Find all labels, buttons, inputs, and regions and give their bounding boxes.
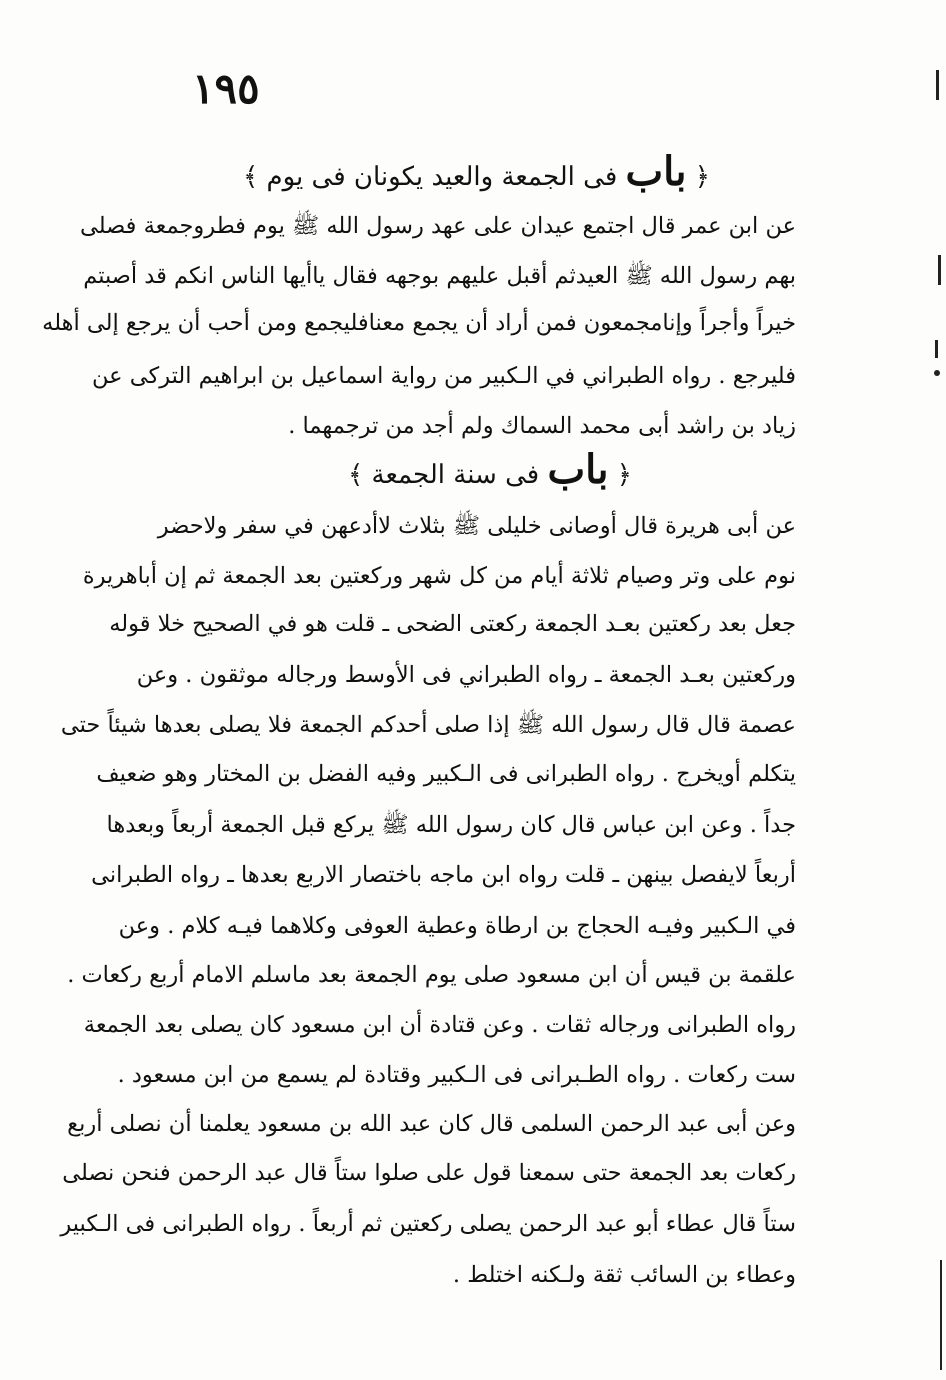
heading-title: فى سنة الجمعة <box>371 460 540 490</box>
scan-edge-mark <box>935 340 938 358</box>
text-line: رواه الطبرانى ورجاله ثقات . وعن قتادة أن ابن مسعود كان يصلى بعد الجمعة <box>83 1012 796 1038</box>
text-line: وركعتين بعـد الجمعة ـ رواه الطبراني فى الأوسط ورجاله موثقون . وعن <box>136 662 796 688</box>
heading-title: فى الجمعة والعيد يكونان فى يوم <box>266 162 618 192</box>
heading-open-bracket: ﴿ <box>694 162 710 192</box>
text-line: يتكلم أويخرج . رواه الطبرانى فى الـكبير وفيه الفضل بن المختار وهو ضعيف <box>96 761 796 787</box>
heading-bab-word: باب <box>625 148 687 195</box>
text-line: ركعات بعد الجمعة حتى سمعنا قول على صلوا ستاً قال عبد الرحمن فنحن نصلى <box>62 1160 796 1186</box>
text-line: في الـكبير وفيـه الحجاج بن ارطاة وعطية العوفى وكلاهما فيـه كلام . وعن <box>118 913 796 939</box>
section-heading-friday-sunnah <box>330 446 650 493</box>
text-line: ستاً قال عطاء أبو عبد الرحمن يصلى ركعتين ثم أربعاً . رواه الطبرانى فى الـكبير <box>60 1211 796 1237</box>
text-line: بهم رسول الله ﷺ العيدثم أقبل عليهم بوجهه فقال ياأيها الناس انكم قد أصبتم <box>83 263 796 289</box>
text-line: جعل بعد ركعتين بعـد الجمعة ركعتى الضحى ـ قلت هو في الصحيح خلا قوله <box>109 611 796 637</box>
section-heading-eid-friday <box>243 148 710 195</box>
heading-close-bracket: ﴾ <box>348 460 364 490</box>
scan-edge-mark <box>936 70 939 100</box>
text-line: فليرجع . رواه الطبراني في الـكبير من رواية اسماعيل بن ابراهيم التركى عن <box>92 363 796 389</box>
text-line: علقمة بن قيس أن ابن مسعود صلى يوم الجمعة بعد ماسلم الامام أربع ركعات . <box>67 962 796 988</box>
text-line: عن أبى هريرة قال أوصانى خليلى ﷺ بثلاث لاأدعهن في سفر ولاحضر <box>157 513 796 539</box>
text-line: جداً . وعن ابن عباس قال كان رسول الله ﷺ يركع قبل الجمعة أربعاً وبعدها <box>106 812 796 838</box>
page-number: ١٩٥ <box>192 64 260 113</box>
scan-edge-dot <box>934 370 940 376</box>
heading-bab-word: باب <box>547 446 609 493</box>
text-line: ست ركعات . رواه الطـبرانى فى الـكبير وقتادة لم يسمع من ابن مسعود . <box>117 1062 796 1088</box>
scan-edge-mark <box>938 255 941 285</box>
text-line: عصمة قال قال رسول الله ﷺ إذا صلى أحدكم الجمعة فلا يصلى بعدها شيئاً حتى <box>60 712 796 738</box>
heading-close-bracket: ﴾ <box>243 162 259 192</box>
text-line: زياد بن راشد أبى محمد السماك ولم أجد من ترجمهما . <box>288 413 796 439</box>
scan-edge-mark <box>940 1260 942 1370</box>
text-line: أربعاً لايفصل بينهن ـ قلت رواه ابن ماجه باختصار الاربع بعدها ـ رواه الطبرانى <box>91 862 796 888</box>
text-line: نوم على وتر وصيام ثلاثة أيام من كل شهر وركعتين بعد الجمعة ثم إن أباهريرة <box>82 563 796 589</box>
heading-open-bracket: ﴿ <box>616 460 632 490</box>
text-line: وعطاء بن السائب ثقة ولـكنه اختلط . <box>452 1262 796 1288</box>
text-line: خيراً وأجراً وإنامجمعون فمن أراد أن يجمع معنافليجمع ومن أحب أن يرجع إلى أهله <box>42 310 796 336</box>
text-line: وعن أبى عبد الرحمن السلمى قال كان عبد الله بن مسعود يعلمنا أن نصلى أربع <box>67 1111 796 1137</box>
text-line: عن ابن عمر قال اجتمع عيدان على عهد رسول الله ﷺ يوم فطروجمعة فصلى <box>79 213 796 239</box>
